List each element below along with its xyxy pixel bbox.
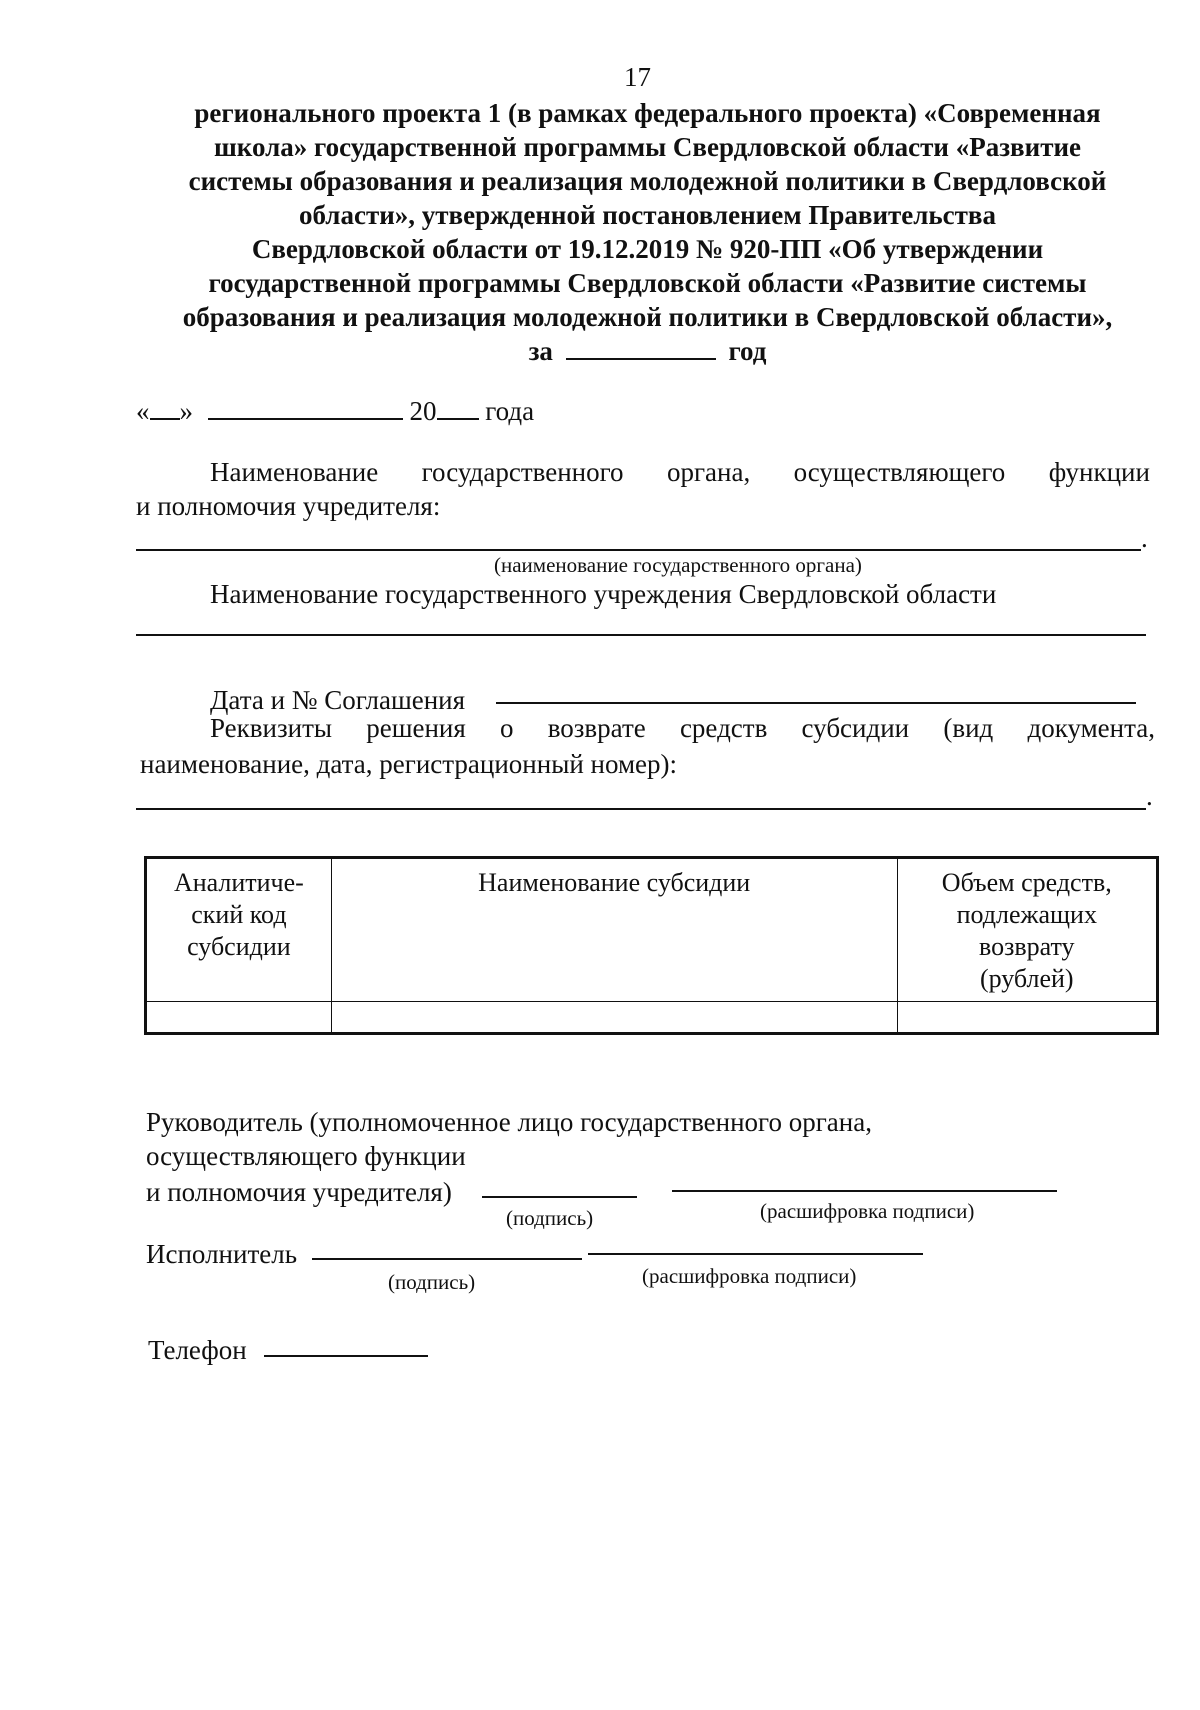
decision-period: . (1146, 781, 1153, 811)
executor-decoding-caption: (расшифровка подписи) (642, 1264, 857, 1288)
executor-name-decoding-field[interactable] (588, 1253, 923, 1255)
year-prefix: 20 (409, 396, 437, 426)
institution-name-field[interactable] (136, 634, 1146, 636)
executor-label: Исполнитель (146, 1239, 298, 1269)
analytic-code-cell[interactable] (146, 1002, 332, 1034)
header-text-line: Аналитиче- (173, 868, 304, 897)
form-title (120, 96, 1175, 368)
close-quote: » (179, 396, 193, 426)
table-header-row (146, 858, 1158, 1002)
decision-details-field[interactable] (136, 808, 1146, 810)
founder-label-line-1 (210, 456, 1150, 488)
head-label-line-3: и полномочия учредителя) (146, 1177, 452, 1207)
header-text-line: субсидии (187, 932, 291, 961)
header-text-line: Объем средств, (941, 868, 1112, 897)
head-decoding-caption: (расшифровка подписи) (760, 1199, 975, 1223)
founder-word: органа, (666, 457, 751, 487)
decision-word: Реквизиты (210, 713, 333, 743)
header-text-line: подлежащих (956, 900, 1097, 929)
founder-label-line-2: и полномочия учредителя: (136, 491, 441, 521)
year-blank-field[interactable] (566, 338, 716, 360)
agreement-field[interactable] (496, 702, 1136, 704)
header-analytic-code (146, 858, 332, 1002)
decision-word: возврате (547, 713, 646, 743)
table-row (146, 1002, 1158, 1034)
title-line: регионального проекта 1 (в рамках федерального проекта) «Современная (194, 98, 1101, 128)
date-line (136, 395, 534, 427)
title-period-suffix: год (728, 336, 767, 366)
header-text-line: (рублей) (979, 964, 1074, 993)
decision-word: о (500, 713, 514, 743)
open-quote: « (136, 396, 150, 426)
head-label-line-1: Руководитель (уполномоченное лицо государственного органа, (146, 1107, 872, 1137)
institution-label: Наименование государственного учреждения Свердловской области (210, 579, 997, 609)
title-period-prefix: за (528, 336, 553, 366)
day-blank-field[interactable] (150, 400, 180, 420)
founder-caption: (наименование государственного органа) (494, 553, 862, 577)
head-signature-caption: (подпись) (506, 1206, 594, 1230)
header-subsidy-name (331, 858, 897, 1002)
phone-field[interactable] (264, 1355, 428, 1357)
header-text-line: Наименование субсидии (478, 868, 751, 897)
founder-word: государственного (421, 457, 624, 487)
title-line: образования и реализация молодежной политики в Свердловской области», (182, 302, 1113, 332)
decision-word: субсидии (801, 713, 910, 743)
header-text-line: возврату (979, 932, 1075, 961)
header-text-line: ский код (191, 900, 287, 929)
title-line: школа» государственной программы Свердловской области «Развитие (214, 132, 1081, 162)
header-return-amount (897, 858, 1157, 1002)
executor-signature-field[interactable] (312, 1258, 582, 1260)
title-line: Свердловской области от 19.12.2019 № 920-ПП «Об утверждении (251, 234, 1044, 264)
title-period-line (120, 334, 1175, 368)
decision-label-line-1 (210, 712, 1155, 744)
head-label-line-2: осуществляющего функции (146, 1141, 466, 1171)
return-amount-cell[interactable] (897, 1002, 1157, 1034)
founder-period: . (1141, 523, 1148, 553)
founder-word: функции (1048, 457, 1150, 487)
year-suffix: года (485, 396, 535, 426)
decision-word: средств (679, 713, 768, 743)
decision-word: документа, (1027, 713, 1155, 743)
month-blank-field[interactable] (208, 400, 403, 420)
page-number: 17 (624, 62, 651, 92)
head-signature-field[interactable] (482, 1196, 637, 1198)
head-name-decoding-field[interactable] (672, 1190, 1057, 1192)
title-line: области», утвержденной постановлением Правительства (298, 200, 997, 230)
subsidy-table (144, 856, 1159, 1035)
phone-label: Телефон (148, 1335, 247, 1365)
title-line: системы образования и реализация молодежной политики в Свердловской (188, 166, 1107, 196)
decision-label-line-2: наименование, дата, регистрационный номер): (140, 749, 678, 779)
year-digits-field[interactable] (437, 400, 479, 420)
title-line: государственной программы Свердловской области «Развитие системы (208, 268, 1087, 298)
decision-word: (вид (943, 713, 994, 743)
subsidy-name-cell[interactable] (331, 1002, 897, 1034)
founder-word: Наименование (210, 457, 379, 487)
founder-word: осуществляющего (793, 457, 1006, 487)
executor-signature-caption: (подпись) (388, 1270, 476, 1294)
agreement-label: Дата и № Соглашения (210, 685, 466, 715)
founder-name-field[interactable] (136, 549, 1141, 551)
decision-word: решения (366, 713, 466, 743)
